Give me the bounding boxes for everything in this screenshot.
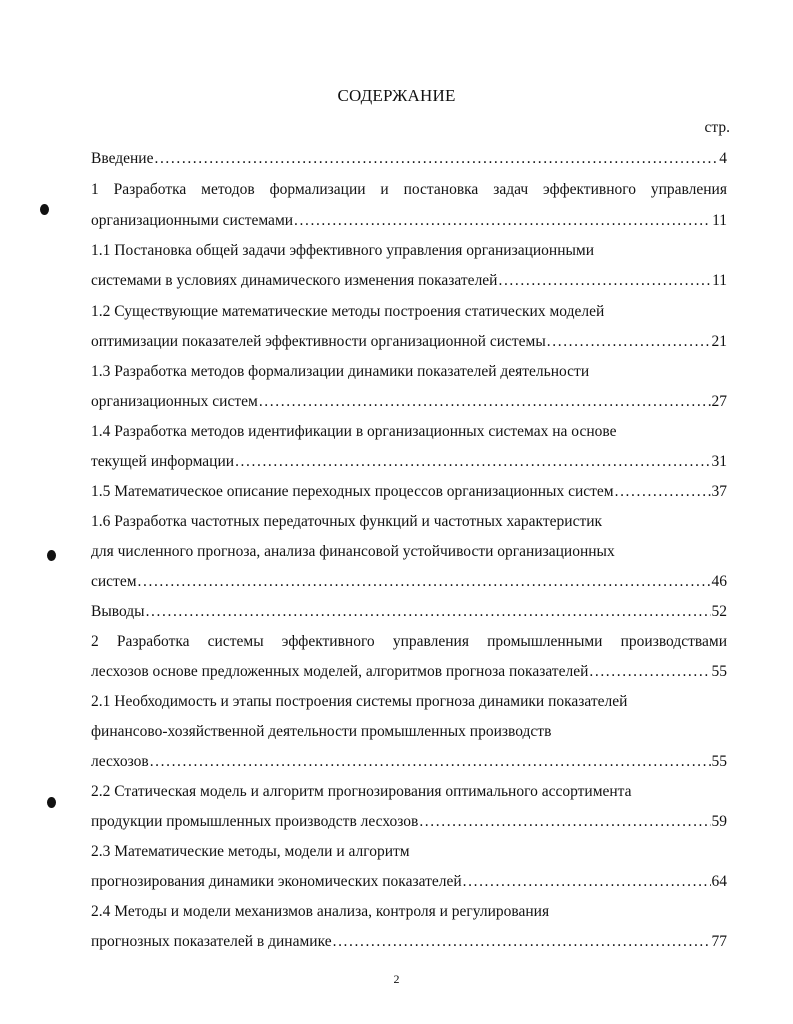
- punch-hole-mark: [47, 550, 56, 561]
- toc-entry-1-6-line1: 1.6 Разработка частотных передаточных функций и частотных характеристик: [91, 513, 603, 530]
- toc-page-number: 55: [711, 663, 727, 680]
- toc-page-number: 27: [711, 393, 727, 410]
- toc-entry-1-1-line1: 1.1 Постановка общей задачи эффективного управления организационными: [91, 242, 595, 259]
- toc-entry-title: организационными системами: [91, 212, 294, 229]
- leader-dots: [498, 271, 711, 291]
- toc-entry-conclusions: [91, 602, 727, 622]
- toc-entry-1-line1: 1 Разработка методов формализации и постановка задач эффективного управления: [91, 181, 727, 198]
- toc-entry-title: Введение: [91, 150, 154, 167]
- leader-dots: [146, 602, 711, 622]
- punch-hole-mark: [40, 204, 49, 215]
- toc-entry-title: систем: [91, 573, 137, 590]
- toc-entry-1-6-line2: для численного прогноза, анализа финансовой устойчивости организационных: [91, 543, 615, 560]
- toc-entry-1-1-line2: [91, 271, 727, 291]
- toc-entry-title: продукции промышленных производств лесхозов: [91, 813, 419, 830]
- leader-dots: [333, 932, 711, 952]
- leader-dots: [259, 392, 711, 412]
- toc-page-number: 37: [711, 483, 727, 500]
- toc-entry-title: 1.5 Математическое описание переходных процессов организационных систем: [91, 483, 614, 500]
- leader-dots: [294, 211, 711, 231]
- toc-page-number: 4: [719, 150, 727, 167]
- toc-entry-title: лесхозов основе предложенных моделей, алгоритмов прогноза показателей: [91, 663, 589, 680]
- toc-entry-2-3-line1: 2.3 Математические методы, модели и алгоритм: [91, 843, 410, 860]
- leader-dots: [150, 752, 711, 772]
- toc-page-number: 77: [711, 933, 727, 950]
- leader-dots: [547, 332, 711, 352]
- leader-dots: [419, 812, 710, 832]
- toc-entry-1-5: [91, 482, 727, 502]
- leader-dots: [235, 452, 710, 472]
- toc-page-number: 11: [712, 212, 727, 229]
- toc-entry-1-4-line1: 1.4 Разработка методов идентификации в организационных системах на основе: [91, 423, 617, 440]
- toc-entry-title: прогнозных показателей в динамике: [91, 933, 332, 950]
- toc-entry-2-1-line1: 2.1 Необходимость и этапы построения системы прогноза динамики показателей: [91, 693, 628, 710]
- toc-entry-1-3-line2: [91, 392, 727, 412]
- toc-entry-title: прогнозирования динамики экономических показателей: [91, 873, 462, 890]
- toc-entry-2-4-line2: [91, 932, 727, 952]
- leader-dots: [615, 482, 711, 502]
- toc-page-number: 55: [711, 753, 727, 770]
- toc-page-number: 64: [711, 873, 727, 890]
- toc-entry-title: текущей информации: [91, 453, 235, 470]
- punch-hole-mark: [47, 797, 56, 808]
- toc-entry-title: организационных систем: [91, 393, 258, 410]
- leader-dots: [463, 872, 711, 892]
- toc-entry-title: лесхозов: [91, 753, 149, 770]
- toc-page-number: 59: [711, 813, 727, 830]
- toc-entry-intro: [91, 149, 727, 169]
- toc-entry-2-1-line3: [91, 752, 727, 772]
- toc-page-number: 21: [711, 333, 727, 350]
- toc-entry-1-4-line2: [91, 452, 727, 472]
- leader-dots: [138, 572, 711, 592]
- toc-entry-2-4-line1: 2.4 Методы и модели механизмов анализа, контроля и регулирования: [91, 903, 550, 920]
- toc-page-number: 46: [711, 573, 727, 590]
- toc-entry-2-1-line2: финансово-хозяйственной деятельности промышленных производств: [91, 723, 552, 740]
- toc-entry-1-6-line3: [91, 572, 727, 592]
- leader-dots: [154, 149, 718, 169]
- toc-entry-title: системами в условиях динамического изменения показателей: [91, 272, 498, 289]
- toc-page-number: 52: [711, 603, 727, 620]
- toc-entry-title: оптимизации показателей эффективности организационной системы: [91, 333, 546, 350]
- toc-entry-2-3-line2: [91, 872, 727, 892]
- page-column-label: стр.: [704, 119, 730, 136]
- page-number: 2: [393, 972, 400, 986]
- toc-entry-2-line2: [91, 662, 727, 682]
- toc-entry-title: Выводы: [91, 603, 145, 620]
- leader-dots: [589, 662, 710, 682]
- toc-entry-1-2-line1: 1.2 Существующие математические методы построения статических моделей: [91, 303, 605, 320]
- toc-entry-2-2-line1: 2.2 Статическая модель и алгоритм прогнозирования оптимального ассортимента: [91, 783, 632, 800]
- toc-page-number: 11: [712, 272, 727, 289]
- toc-entry-1-3-line1: 1.3 Разработка методов формализации динамики показателей деятельности: [91, 363, 590, 380]
- page-title: СОДЕРЖАНИЕ: [337, 86, 456, 105]
- toc-page-number: 31: [711, 453, 727, 470]
- toc-entry-1-line2: [91, 211, 727, 231]
- toc-entry-1-2-line2: [91, 332, 727, 352]
- toc-entry-2-2-line2: [91, 812, 727, 832]
- toc-entry-2-line1: 2 Разработка системы эффективного управления промышленными производствами: [91, 633, 727, 650]
